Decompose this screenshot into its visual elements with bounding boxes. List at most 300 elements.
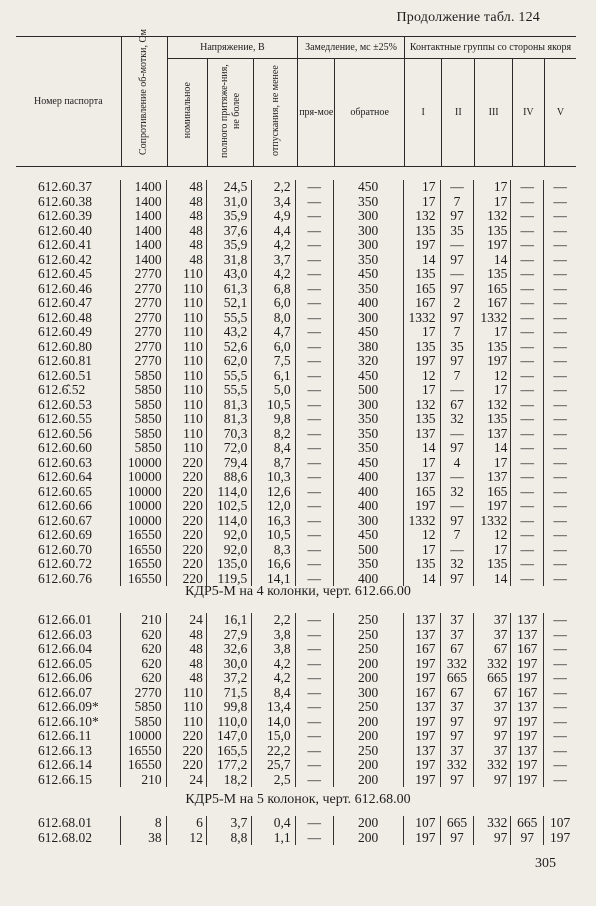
table-cell: 167 [511,642,544,657]
table-row [16,325,576,340]
table-cell: 110 [166,715,206,730]
table-cell: — [544,383,576,398]
table-cell: — [295,325,333,340]
table-cell: 400 [333,296,403,311]
table-cell: 137 [403,613,440,628]
table-cell: 24 [166,613,206,628]
table-row [16,224,576,239]
table-cell: 110 [166,354,206,369]
table-cell: — [544,700,576,715]
table-cell: 17 [403,456,440,471]
table-cell: 16550 [121,528,166,543]
table-cell: — [511,238,544,253]
table-cell: 2770 [121,340,166,355]
table-cell: 3,7 [206,816,251,831]
header-contacts-group: Контактные группы со стороны якоря [404,37,576,59]
table-cell: 665 [511,816,544,831]
table-cell: 132 [474,209,511,224]
table-cell: 4,9 [252,209,295,224]
table-cell: — [544,514,576,529]
table-cell: 31,0 [206,195,251,210]
table-cell: 350 [333,282,403,297]
table-row [16,671,576,686]
table-cell: 332 [440,657,474,672]
table-cell: 132 [403,209,440,224]
table-cell: 300 [333,686,403,701]
table-cell: 37 [440,700,474,715]
table-row [16,456,576,471]
table-cell: 197 [403,758,440,773]
table-cell: — [511,383,544,398]
table-row [16,686,576,701]
table-cell: 97 [440,831,474,846]
table-cell: — [295,427,333,442]
table-cell: 200 [333,729,403,744]
table-cell: 12,6 [252,485,295,500]
table-cell: 2770 [121,354,166,369]
table-cell: — [511,311,544,326]
table-cell: 612.60.65 [38,483,92,499]
table-cell: 24 [166,773,206,788]
table-cell: 2770 [121,296,166,311]
table-row [16,311,576,326]
table-cell: — [295,412,333,427]
table-cell: 48 [166,238,206,253]
table-cell: 16550 [121,744,166,759]
table-cell: 612.60.53 [38,396,92,412]
table-cell: — [295,296,333,311]
table-cell: — [295,543,333,558]
table-cell: — [511,267,544,282]
table-cell: 110 [166,398,206,413]
table-cell: 37,2 [206,671,251,686]
table-cell: — [511,427,544,442]
table-cell: 12 [166,831,206,846]
table-cell: 79,4 [206,456,251,471]
table-cell: 14 [474,253,511,268]
header-release: отпускания, не менее [254,59,298,167]
table-cell: 81,3 [206,398,251,413]
table-cell: 99,8 [206,700,251,715]
table-cell: 200 [333,657,403,672]
table-cell: 135 [403,412,440,427]
table-cell: 332 [474,816,511,831]
table-cell: 612.60.63 [38,454,92,470]
table-cell: — [295,831,333,846]
table-cell: 12 [474,369,511,384]
table-row [16,238,576,253]
table-cell: — [440,267,474,282]
table-cell: 165 [403,485,440,500]
table-cell: 132 [474,398,511,413]
table-cell: 1,1 [252,831,295,846]
table-cell: 300 [333,514,403,529]
table-row [16,470,576,485]
table-cell: 1400 [121,195,166,210]
table-cell: 332 [474,758,511,773]
table-cell: 220 [166,485,206,500]
table-cell: 97 [474,729,511,744]
table-cell: — [544,628,576,643]
table-cell: 200 [333,715,403,730]
table-cell: — [440,238,474,253]
table-cell: 4,2 [252,238,295,253]
table-cell: — [511,369,544,384]
table-cell: 67 [474,642,511,657]
table-cell: 1332 [474,311,511,326]
table-cell: 97 [440,572,474,587]
table-cell: 5850 [121,427,166,442]
table-cell: 8,4 [252,686,295,701]
data-table-68 [16,816,576,845]
table-cell: 12 [474,528,511,543]
table-cell: 450 [333,325,403,340]
table-cell: — [544,499,576,514]
table-cell: — [295,383,333,398]
table-cell: 135 [474,557,511,572]
table-cell: 220 [166,470,206,485]
table-cell: — [544,180,576,195]
table-cell: — [295,441,333,456]
table-cell: 7 [440,528,474,543]
table-cell: 200 [333,671,403,686]
table-cell: — [295,340,333,355]
table-cell: 52,6 [206,340,251,355]
table-cell: 350 [333,195,403,210]
table-cell: 1400 [121,209,166,224]
table-cell: 17 [403,383,440,398]
table-cell: 97 [440,253,474,268]
table-cell: 220 [166,758,206,773]
table-cell: 114,0 [206,485,251,500]
table-cell: 612.60.55 [38,411,92,427]
table-cell: 300 [333,398,403,413]
table-cell: 18,2 [206,773,251,788]
table-cell: 7,5 [252,354,295,369]
table-cell: — [544,427,576,442]
table-cell: — [295,195,333,210]
table-cell: 332 [474,657,511,672]
table-cell: 500 [333,543,403,558]
table-cell: — [511,354,544,369]
table-cell: 4,2 [252,657,295,672]
table-cell: — [544,642,576,657]
table-cell: 10000 [121,485,166,500]
table-cell: 612.66.10* [38,713,99,729]
table-cell: — [295,773,333,788]
table-row [16,383,576,398]
table-cell: 67 [440,642,474,657]
table-cell: 612.60.81 [38,353,92,369]
table-cell: 5850 [121,398,166,413]
table-row [16,700,576,715]
table-cell: 3,8 [252,642,295,657]
table-cell: 612.60.72 [38,556,92,572]
table-cell: 197 [511,773,544,788]
table-cell: 25,7 [252,758,295,773]
header-group-5: V [544,59,576,167]
table-cell: — [544,325,576,340]
table-cell: 250 [333,613,403,628]
table-cell: 500 [333,383,403,398]
table-cell: 92,0 [206,528,251,543]
table-row [16,514,576,529]
table-cell: 12 [403,528,440,543]
table-cell: 612.68.02 [38,829,92,845]
table-cell: — [511,470,544,485]
table-cell: 210 [121,613,166,628]
table-cell: — [544,311,576,326]
table-cell: 48 [166,628,206,643]
table-cell: 167 [403,296,440,311]
table-cell: 620 [121,671,166,686]
table-cell: — [511,209,544,224]
table-cell: 55,5 [206,311,251,326]
table-cell: 612.66.05 [38,655,92,671]
table-cell: — [544,744,576,759]
table-cell: 300 [333,311,403,326]
table-cell: — [440,180,474,195]
table-cell: 97 [440,773,474,788]
table-cell: 612.60.42 [38,251,92,267]
table-cell: 332 [440,758,474,773]
table-cell: 110 [166,441,206,456]
table-cell: 135 [403,340,440,355]
table-cell: 137 [403,700,440,715]
table-cell: 8,3 [252,543,295,558]
table-cell: — [511,543,544,558]
table-row [16,758,576,773]
table-row [16,613,576,628]
table-cell: 70,3 [206,427,251,442]
table-cell: — [511,195,544,210]
table-cell: 6 [166,816,206,831]
header-group-4: IV [512,59,544,167]
table-cell: 612.66.09* [38,699,99,715]
table-cell: 250 [333,700,403,715]
table-cell: 97 [474,773,511,788]
table-cell: 32,6 [206,642,251,657]
table-row [16,253,576,268]
table-cell: 17 [474,325,511,340]
table-cell: — [295,557,333,572]
table-cell: 612.60.46 [38,280,92,296]
table-cell: — [511,499,544,514]
table-row [16,340,576,355]
table-cell: 8,2 [252,427,295,442]
table-cell: 14,1 [252,572,295,587]
table-cell: 110 [166,369,206,384]
table-cell: 2 [440,296,474,311]
table-cell: 137 [474,427,511,442]
table-cell: 110 [166,325,206,340]
table-cell: — [295,224,333,239]
table-cell: 37 [440,744,474,759]
table-cell: 1400 [121,180,166,195]
table-row [16,427,576,442]
table-cell: 97 [440,729,474,744]
table-cell: 2,5 [252,773,295,788]
table-cell: — [295,470,333,485]
table-cell: 135 [474,267,511,282]
table-cell: — [544,340,576,355]
table-cell: 197 [403,238,440,253]
table-cell: 612.6̂.52 [38,382,86,398]
table-cell: — [544,224,576,239]
table-cell: 14 [474,572,511,587]
table-cell: 2770 [121,325,166,340]
table-cell: 197 [544,831,576,846]
table-cell: 137 [403,744,440,759]
table-cell: 14 [403,572,440,587]
table-cell: 16550 [121,572,166,587]
table-cell: — [544,671,576,686]
table-cell: 300 [333,209,403,224]
table-cell: 197 [403,773,440,788]
table-cell: 197 [511,758,544,773]
data-table-66 [16,613,576,787]
table-cell: 220 [166,456,206,471]
table-cell: 9,8 [252,412,295,427]
table-cell: — [511,456,544,471]
table-cell: 17 [474,180,511,195]
table-cell: — [295,485,333,500]
table-cell: 1400 [121,224,166,239]
table-cell: 97 [440,715,474,730]
table-row [16,773,576,788]
table-cell: 612.60.80 [38,338,92,354]
data-table-60 [16,180,576,586]
table-cell: 665 [440,816,474,831]
table-cell: 165 [474,485,511,500]
table-cell: — [544,729,576,744]
table-cell: 35 [440,224,474,239]
table-cell: 612.66.06 [38,670,92,686]
table-cell: — [295,398,333,413]
table-cell: 1332 [403,311,440,326]
table-cell: 197 [511,729,544,744]
table-cell: 13,4 [252,700,295,715]
table-cell: — [544,613,576,628]
table-cell: 665 [474,671,511,686]
table-cell: 114,0 [206,514,251,529]
table-cell: — [440,470,474,485]
table-cell: 97 [511,831,544,846]
table-cell: 197 [403,354,440,369]
table-cell: 32 [440,557,474,572]
table-row [16,831,576,846]
table-cell: — [544,485,576,500]
table-cell: — [295,369,333,384]
table-cell: 612.60.60 [38,440,92,456]
table-cell: 612.60.76 [38,570,92,586]
table-cell: — [295,456,333,471]
table-cell: — [440,427,474,442]
table-cell: 110 [166,340,206,355]
table-cell: 7 [440,325,474,340]
table-cell: 200 [333,816,403,831]
table-cell: 612.60.51 [38,367,92,383]
table-cell: — [295,816,333,831]
header-voltage-group: Напряжение, В [167,37,297,59]
table-row [16,715,576,730]
table-cell: 612.60.37 [38,179,92,195]
table-cell: 135 [403,267,440,282]
table-cell: 450 [333,267,403,282]
table-cell: 612.60.69 [38,527,92,543]
table-cell: 612.60.56 [38,425,92,441]
table-cell: 612.60.40 [38,222,92,238]
table-row [16,369,576,384]
table-cell: 7 [440,195,474,210]
table-cell: 10,5 [252,528,295,543]
table-cell: 16550 [121,758,166,773]
table-cell: — [544,543,576,558]
header-full-pull: полного притяже-ния, не более [208,59,254,167]
table-cell: 97 [440,354,474,369]
table-cell: 17 [403,543,440,558]
header-passport: Номер паспорта [16,37,121,167]
table-cell: 200 [333,758,403,773]
table-cell: 137 [403,628,440,643]
table-cell: 220 [166,744,206,759]
table-cell: 197 [511,671,544,686]
table-cell: 97 [440,282,474,297]
table-cell: 400 [333,499,403,514]
table-cell: 612.66.11 [38,728,92,744]
table-cell: 197 [511,715,544,730]
header-delay-group: Замедление, мс ±25% [298,37,405,59]
table-cell: 81,3 [206,412,251,427]
table-cell: — [295,209,333,224]
table-cell: 55,5 [206,369,251,384]
table-cell: — [511,485,544,500]
table-cell: — [511,325,544,340]
table-cell: 147,0 [206,729,251,744]
table-cell: — [440,383,474,398]
table-cell: 135 [474,412,511,427]
table-cell: 250 [333,642,403,657]
table-cell: 97 [440,441,474,456]
table-cell: 200 [333,831,403,846]
table-cell: — [295,686,333,701]
table-cell: — [544,572,576,587]
table-cell: 137 [403,427,440,442]
table-cell: 3,8 [252,628,295,643]
table-cell: 10,3 [252,470,295,485]
table-cell: — [511,180,544,195]
table-cell: 110 [166,296,206,311]
table-cell: 612.60.48 [38,309,92,325]
table-cell: — [544,195,576,210]
table-cell: — [511,412,544,427]
table-cell: — [544,686,576,701]
table-cell: 220 [166,572,206,587]
table-cell: 107 [544,816,576,831]
table-cell: 350 [333,412,403,427]
table-cell: 137 [511,744,544,759]
table-cell: 350 [333,557,403,572]
table-cell: 5850 [121,383,166,398]
table-cell: 10,5 [252,398,295,413]
table-cell: — [544,456,576,471]
table-cell: 612.60.45 [38,266,92,282]
table-cell: — [295,354,333,369]
table-row [16,412,576,427]
table-cell: 37 [474,613,511,628]
table-row [16,441,576,456]
header-group-1: I [404,59,441,167]
